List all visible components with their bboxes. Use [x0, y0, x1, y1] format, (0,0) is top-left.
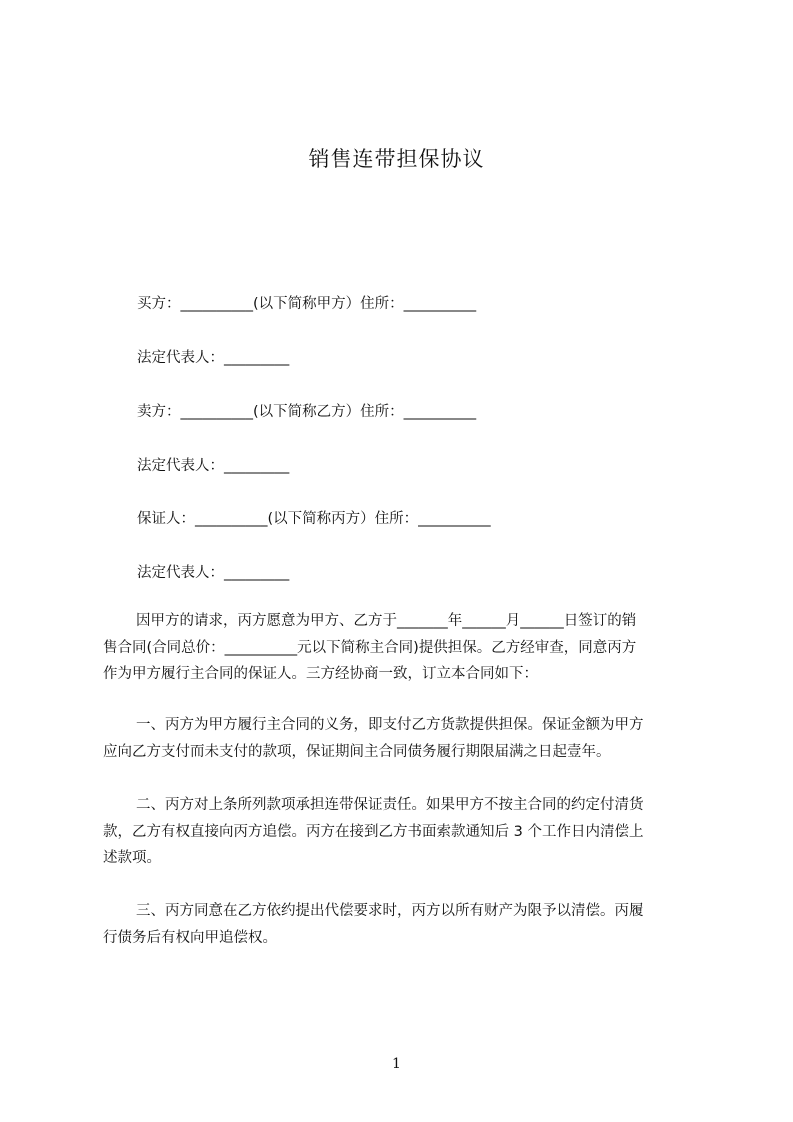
paragraph-line: 二、丙方对上条所列款项承担连带保证责任。如果甲方不按主合同的约定付清货 — [136, 797, 644, 813]
paragraph-line: 一、丙方为甲方履行主合同的义务，即支付乙方货款提供担保。保证金额为甲方 — [136, 717, 644, 733]
page-number: 1 — [392, 1056, 401, 1072]
guarantor-legal-representative: 法定代表人：_________ — [137, 565, 290, 581]
paragraph-line: 行债务后有权向甲追偿权。 — [103, 929, 277, 946]
clause-2-paragraph — [103, 792, 701, 872]
buyer-legal-representative: 法定代表人：_________ — [137, 350, 290, 366]
paragraph-line: 三、丙方同意在乙方依约提出代偿要求时，丙方以所有财产为限予以清偿。丙履 — [136, 903, 644, 919]
paragraph-line: 款，乙方有权直接向丙方追偿。丙方在接到乙方书面索款通知后 3 个工作日内清偿上 — [103, 823, 644, 840]
clause-1-paragraph — [103, 712, 701, 765]
seller-line: 卖方：__________(以下简称乙方）住所：__________ — [137, 404, 477, 420]
document-title: 销售连带担保协议 — [308, 147, 485, 171]
buyer-line: 买方：__________(以下简称甲方）住所：__________ — [137, 296, 477, 312]
paragraph-line: 应向乙方支付而未支付的款项，保证期间主合同债务履行期限届满之日起壹年。 — [103, 743, 611, 760]
paragraph-line: 述款项。 — [103, 850, 161, 866]
clause-3-paragraph — [103, 898, 701, 951]
paragraph-line: 因甲方的请求，丙方愿意为甲方、乙方于_______年______月______日签订的销 — [136, 613, 637, 629]
paragraph-line: 售合同(合同总价：__________元以下简称主合同)提供担保。乙方经审查，同意丙方 — [103, 639, 637, 656]
guarantor-line: 保证人：__________(以下简称丙方）住所：__________ — [137, 511, 491, 527]
paragraph-line: 作为甲方履行主合同的保证人。三方经协商一致，订立本合同如下： — [103, 666, 538, 682]
seller-legal-representative: 法定代表人：_________ — [137, 458, 290, 474]
preamble-paragraph — [103, 608, 701, 688]
